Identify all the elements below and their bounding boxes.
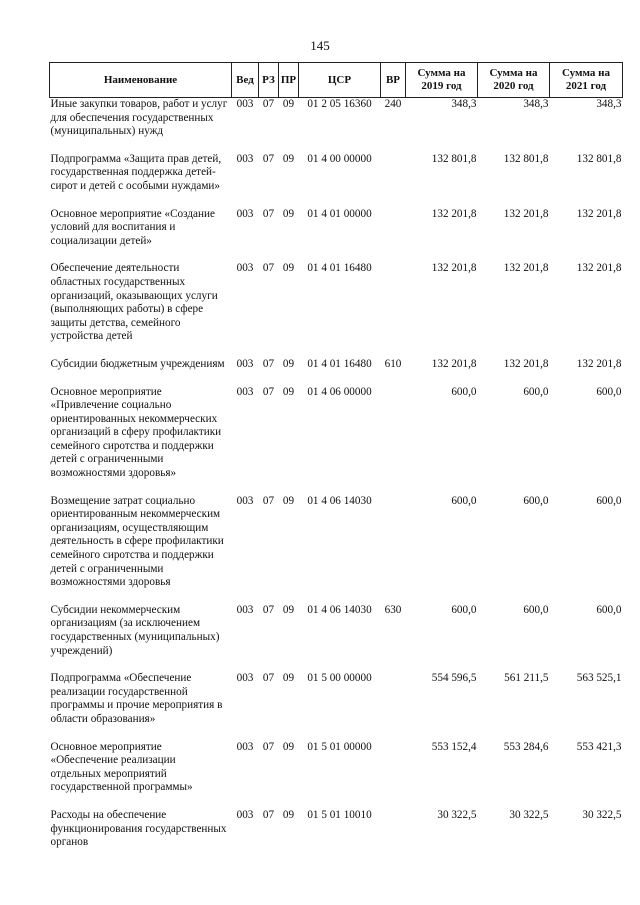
row-ved: 003 bbox=[236, 740, 254, 753]
row-name: Субсидии некоммерческим организациям (за исключением государственных (муниципальных) учреждений) bbox=[50, 603, 220, 657]
row-rz: 07 bbox=[262, 207, 275, 220]
row-vr: 630 bbox=[384, 603, 402, 616]
row-sum-2019: 132 201,8 bbox=[431, 207, 477, 220]
header-rz: РЗ bbox=[259, 63, 279, 98]
row-sum-2020: 132 201,8 bbox=[503, 262, 549, 275]
header-ved: Вед bbox=[232, 63, 259, 98]
row-pr: 09 bbox=[282, 672, 295, 685]
budget-table bbox=[49, 62, 623, 864]
row-pr: 09 bbox=[282, 603, 295, 616]
row-sum-2020: 553 284,6 bbox=[503, 740, 549, 753]
row-name: Основное мероприятие «Обеспечение реализации отдельных мероприятий государственной программы» bbox=[50, 740, 193, 794]
row-ved: 003 bbox=[236, 808, 254, 821]
row-ved: 003 bbox=[236, 262, 254, 275]
row-vr bbox=[381, 153, 406, 208]
row-vr bbox=[381, 741, 406, 809]
row-ved: 003 bbox=[236, 672, 254, 685]
row-sum-2019: 132 801,8 bbox=[431, 152, 477, 165]
row-rz: 07 bbox=[262, 262, 275, 275]
table-row bbox=[50, 604, 623, 672]
row-sum-2021: 348,3 bbox=[596, 98, 622, 110]
row-sum-2019: 600,0 bbox=[451, 603, 477, 616]
row-sum-2019: 553 152,4 bbox=[431, 740, 477, 753]
table-row bbox=[50, 262, 623, 358]
row-sum-2021: 132 201,8 bbox=[576, 262, 622, 275]
row-sum-2021: 600,0 bbox=[596, 385, 622, 398]
row-pr: 09 bbox=[282, 494, 295, 507]
row-vr bbox=[381, 208, 406, 263]
row-sum-2019: 132 201,8 bbox=[431, 357, 477, 370]
row-csr: 01 5 01 10010 bbox=[307, 808, 372, 821]
row-vr: 610 bbox=[384, 357, 402, 370]
row-vr bbox=[381, 262, 406, 358]
row-csr: 01 2 05 16360 bbox=[307, 98, 372, 110]
row-ved: 003 bbox=[236, 494, 254, 507]
row-sum-2020: 30 322,5 bbox=[509, 808, 549, 821]
header-csr: ЦСР bbox=[299, 63, 381, 98]
row-pr: 09 bbox=[282, 98, 295, 110]
table-row bbox=[50, 386, 623, 495]
row-vr bbox=[381, 386, 406, 495]
row-rz: 07 bbox=[262, 740, 275, 753]
row-sum-2020: 348,3 bbox=[523, 98, 549, 110]
row-sum-2021: 132 801,8 bbox=[576, 152, 622, 165]
row-sum-2019: 554 596,5 bbox=[431, 672, 477, 685]
row-name: Расходы на обеспечение функционирования государственных органов bbox=[50, 808, 227, 849]
table-row bbox=[50, 153, 623, 208]
table-row bbox=[50, 208, 623, 263]
row-name: Возмещение затрат социально ориентированным некоммерческим организациям, осуществляющим деятельность в сфере профилактики семейного сиротства и поддержки детей с ограниченными возможностями здоровья bbox=[50, 494, 224, 589]
row-sum-2021: 132 201,8 bbox=[576, 357, 622, 370]
row-pr: 09 bbox=[282, 808, 295, 821]
table-row bbox=[50, 672, 623, 740]
row-sum-2020: 561 211,5 bbox=[504, 672, 549, 685]
row-sum-2019: 600,0 bbox=[451, 494, 477, 507]
row-name: Подпрограмма «Обеспечение реализации государственной программы и прочие мероприятия в области образования» bbox=[50, 672, 223, 725]
row-csr: 01 4 01 00000 bbox=[307, 207, 372, 220]
row-csr: 01 4 06 14030 bbox=[307, 603, 372, 616]
row-sum-2020: 132 201,8 bbox=[503, 357, 549, 370]
row-sum-2020: 132 801,8 bbox=[503, 152, 549, 165]
row-rz: 07 bbox=[262, 808, 275, 821]
row-sum-2021: 132 201,8 bbox=[576, 207, 622, 220]
header-sum-2019: Сумма на 2019 год bbox=[406, 63, 478, 98]
table-row bbox=[50, 495, 623, 604]
header-pr: ПР bbox=[279, 63, 299, 98]
row-csr: 01 5 01 00000 bbox=[307, 740, 372, 753]
row-vr bbox=[381, 672, 406, 740]
row-rz: 07 bbox=[262, 152, 275, 165]
header-sum-2020: Сумма на 2020 год bbox=[478, 63, 550, 98]
row-rz: 07 bbox=[262, 98, 275, 110]
header-vr: ВР bbox=[381, 63, 406, 98]
row-ved: 003 bbox=[236, 152, 254, 165]
row-vr bbox=[381, 809, 406, 864]
header-name: Наименование bbox=[50, 63, 232, 98]
row-rz: 07 bbox=[262, 672, 275, 685]
row-sum-2021: 600,0 bbox=[596, 494, 622, 507]
row-ved: 003 bbox=[236, 603, 254, 616]
row-csr: 01 4 06 00000 bbox=[307, 385, 372, 398]
row-sum-2021: 30 322,5 bbox=[582, 808, 622, 821]
row-pr: 09 bbox=[282, 262, 295, 275]
row-csr: 01 4 06 14030 bbox=[307, 494, 372, 507]
row-pr: 09 bbox=[282, 385, 295, 398]
row-sum-2020: 600,0 bbox=[523, 494, 549, 507]
row-sum-2021: 563 525,1 bbox=[576, 672, 622, 685]
row-sum-2020: 132 201,8 bbox=[503, 207, 549, 220]
row-csr: 01 4 01 16480 bbox=[307, 357, 372, 370]
row-rz: 07 bbox=[262, 603, 275, 616]
row-ved: 003 bbox=[236, 357, 254, 370]
row-sum-2019: 348,3 bbox=[451, 98, 477, 110]
row-name: Иные закупки товаров, работ и услуг для обеспечения государственных (муниципальных) нужд bbox=[50, 98, 228, 138]
row-pr: 09 bbox=[282, 207, 295, 220]
row-vr: 240 bbox=[384, 98, 402, 110]
row-vr bbox=[381, 495, 406, 604]
table-row bbox=[50, 98, 623, 153]
row-ved: 003 bbox=[236, 98, 254, 110]
row-csr: 01 5 00 00000 bbox=[307, 672, 372, 685]
row-sum-2020: 600,0 bbox=[523, 603, 549, 616]
page-number: 145 bbox=[310, 38, 330, 53]
row-sum-2019: 132 201,8 bbox=[431, 262, 477, 275]
row-csr: 01 4 00 00000 bbox=[307, 152, 372, 165]
row-sum-2019: 600,0 bbox=[451, 385, 477, 398]
row-rz: 07 bbox=[262, 385, 275, 398]
row-pr: 09 bbox=[282, 740, 295, 753]
row-sum-2020: 600,0 bbox=[523, 385, 549, 398]
row-name: Основное мероприятие «Привлечение социально ориентированных некоммерческих организаций в сферу профилактики семейного сиротства и поддержки детей с ограниченными возможностями здоровья» bbox=[50, 385, 222, 480]
table-body bbox=[50, 98, 623, 864]
table-row bbox=[50, 809, 623, 864]
row-name: Обеспечение деятельности областных государственных организаций, оказывающих услуги (выполняющих работы) в сфере защиты детства, семейного устройства детей bbox=[50, 262, 218, 343]
row-rz: 07 bbox=[262, 494, 275, 507]
row-sum-2019: 30 322,5 bbox=[437, 808, 477, 821]
table-header bbox=[50, 63, 623, 98]
row-sum-2021: 553 421,3 bbox=[576, 740, 622, 753]
row-name: Основное мероприятие «Создание условий для воспитания и социализации детей» bbox=[50, 207, 215, 247]
row-pr: 09 bbox=[282, 357, 295, 370]
row-name: Субсидии бюджетным учреждениям bbox=[50, 357, 225, 370]
row-rz: 07 bbox=[262, 357, 275, 370]
table-row bbox=[50, 358, 623, 386]
row-ved: 003 bbox=[236, 207, 254, 220]
row-ved: 003 bbox=[236, 385, 254, 398]
row-pr: 09 bbox=[282, 152, 295, 165]
table-row bbox=[50, 741, 623, 809]
header-sum-2021: Сумма на 2021 год bbox=[550, 63, 623, 98]
row-sum-2021: 600,0 bbox=[596, 603, 622, 616]
row-name: Подпрограмма «Защита прав детей, государственная поддержка детей-сирот и детей с особыми нуждами» bbox=[50, 152, 222, 192]
row-csr: 01 4 01 16480 bbox=[307, 262, 372, 275]
